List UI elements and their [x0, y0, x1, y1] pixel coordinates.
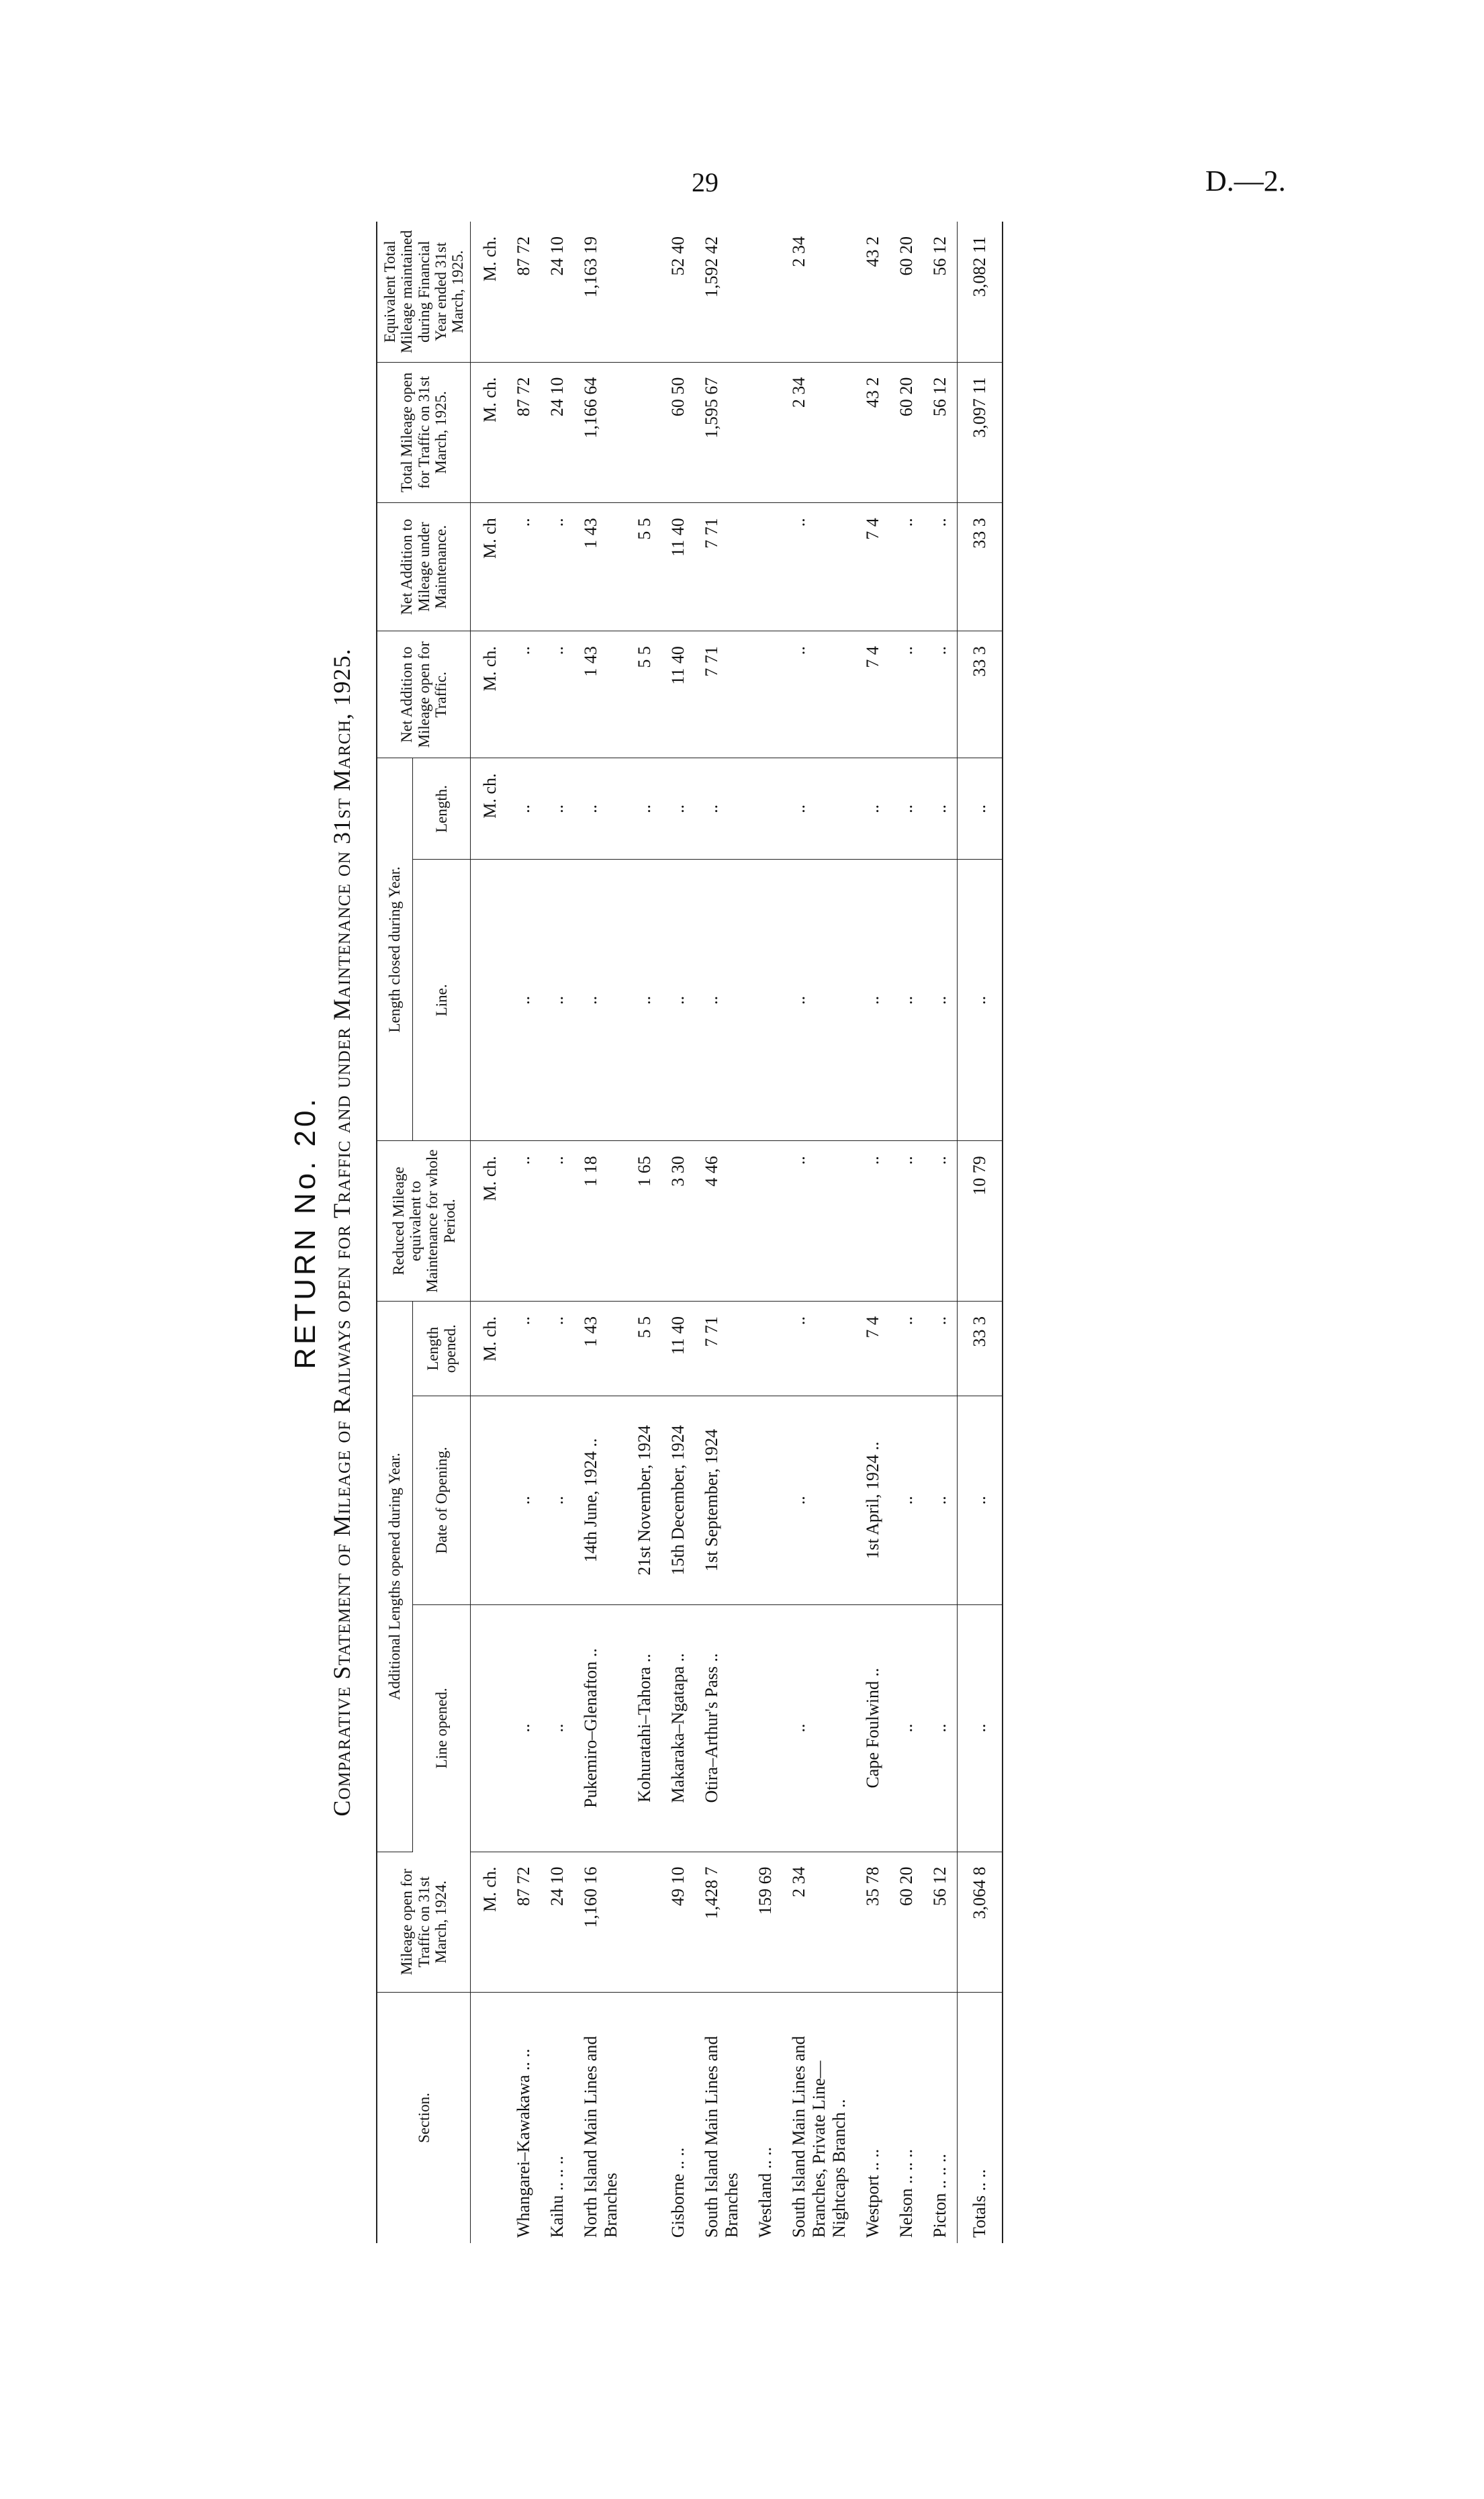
table-body — [507, 222, 958, 2243]
row-section: North Island Main Lines and Branches — [581, 2036, 621, 2238]
document-reference: D.—2. — [1205, 165, 1286, 197]
row-mileage-1924: 60 20 — [890, 1852, 923, 1993]
row-closed-length: .. — [574, 758, 628, 860]
row-reduced-mileage: 4 46 — [695, 1141, 749, 1302]
row-line-opened: Cape Foulwind .. — [856, 1604, 890, 1852]
totals-reduced: 10 79 — [958, 1141, 1003, 1302]
row-section: Gisborne .. .. — [668, 2147, 688, 2238]
row-equivalent — [749, 222, 782, 362]
row-net-maintenance: .. — [507, 503, 541, 631]
row-total-1925: 56 12 — [923, 362, 958, 503]
row-section — [628, 1993, 661, 2243]
row-net-maintenance: 11 40 — [661, 503, 695, 631]
row-net-maintenance: .. — [923, 503, 958, 631]
row-closed-line — [749, 860, 782, 1141]
row-net-maintenance: .. — [890, 503, 923, 631]
row-total-1925: 24 10 — [541, 362, 574, 503]
row-net-traffic: .. — [507, 631, 541, 758]
row-section: Westland .. .. — [755, 2146, 776, 2238]
header-closed-length: Length. — [412, 758, 471, 860]
unit-cell — [471, 1993, 508, 2243]
row-section: Kaihu .. .. .. — [547, 2155, 567, 2238]
unit-cell: M. ch. — [471, 1302, 508, 1396]
row-closed-length — [749, 758, 782, 860]
row-line-opened: Pukemiro–Glenafton .. — [574, 1604, 628, 1852]
row-mileage-1924: 56 12 — [923, 1852, 958, 1993]
totals-date: .. — [958, 1396, 1003, 1604]
row-length-opened: .. — [890, 1302, 923, 1396]
row-total-1925 — [749, 362, 782, 503]
header-equivalent-mileage: Equivalent Total Mileage maintained during Financial Year ended 31st March, 1925. — [377, 222, 471, 362]
totals-label: Totals .. .. — [958, 1993, 1003, 2243]
totals-closed-length: .. — [958, 758, 1003, 860]
row-mileage-1924 — [628, 1852, 661, 1993]
row-section: South Island Main Lines and Branches — [702, 2036, 742, 2238]
row-net-traffic: .. — [890, 631, 923, 758]
row-line-opened: Otira–Arthur's Pass .. — [695, 1604, 749, 1852]
row-mileage-1924: 1,160 16 — [574, 1852, 628, 1993]
totals-equivalent: 3,082 11 — [958, 222, 1003, 362]
mileage-table — [376, 222, 1003, 2243]
row-equivalent: 1,592 42 — [695, 222, 749, 362]
row-line-opened — [749, 1604, 782, 1852]
totals-net-maintenance: 33 3 — [958, 503, 1003, 631]
row-total-1925: 43 2 — [856, 362, 890, 503]
row-net-maintenance: 7 71 — [695, 503, 749, 631]
row-reduced-mileage: .. — [507, 1141, 541, 1302]
unit-cell — [471, 1396, 508, 1604]
row-section: Nelson .. .. .. — [896, 2148, 917, 2238]
row-date-of-opening: .. — [923, 1396, 958, 1604]
row-closed-length: .. — [661, 758, 695, 860]
row-reduced-mileage: .. — [782, 1141, 856, 1302]
row-length-opened: 7 71 — [695, 1302, 749, 1396]
row-line-opened: Kohuratahi–Tahora .. — [628, 1604, 661, 1852]
table-row — [890, 222, 923, 2243]
row-equivalent — [628, 222, 661, 362]
row-length-opened: 7 4 — [856, 1302, 890, 1396]
row-total-1925: 60 20 — [890, 362, 923, 503]
table-row — [923, 222, 958, 2243]
header-total-mileage-1925: Total Mileage open for Traffic on 31st March, 1925. — [377, 362, 471, 503]
totals-net-traffic: 33 3 — [958, 631, 1003, 758]
row-net-traffic — [749, 631, 782, 758]
table-row — [749, 222, 782, 2243]
row-closed-length: .. — [541, 758, 574, 860]
row-mileage-1924: 49 10 — [661, 1852, 695, 1993]
header-additional-lengths: Additional Lengths opened during Year. — [377, 1302, 412, 1852]
row-net-maintenance: 7 4 — [856, 503, 890, 631]
unit-cell: M. ch. — [471, 631, 508, 758]
row-length-opened: .. — [507, 1302, 541, 1396]
row-date-of-opening — [749, 1396, 782, 1604]
row-net-maintenance: .. — [782, 503, 856, 631]
row-reduced-mileage — [749, 1141, 782, 1302]
row-date-of-opening: 15th December, 1924 — [661, 1396, 695, 1604]
return-title: RETURN No. 20. — [289, 1095, 322, 1369]
row-mileage-1924: 87 72 — [507, 1852, 541, 1993]
row-closed-line: .. — [661, 860, 695, 1141]
row-equivalent: 1,163 19 — [574, 222, 628, 362]
row-date-of-opening: .. — [890, 1396, 923, 1604]
table-row — [782, 222, 856, 2243]
row-length-opened: .. — [923, 1302, 958, 1396]
totals-length-opened: 33 3 — [958, 1302, 1003, 1396]
row-equivalent: 56 12 — [923, 222, 958, 362]
table-row — [695, 222, 749, 2243]
row-date-of-opening: 21st November, 1924 — [628, 1396, 661, 1604]
row-net-traffic: .. — [923, 631, 958, 758]
units-row — [471, 222, 508, 2243]
row-net-traffic: 7 71 — [695, 631, 749, 758]
row-total-1925: 2 34 — [782, 362, 856, 503]
row-total-1925: 60 50 — [661, 362, 695, 503]
row-equivalent: 87 72 — [507, 222, 541, 362]
table-heading — [289, 222, 356, 2243]
row-total-1925: 87 72 — [507, 362, 541, 503]
row-closed-length: .. — [856, 758, 890, 860]
row-equivalent: 52 40 — [661, 222, 695, 362]
row-closed-length: .. — [695, 758, 749, 860]
row-mileage-1924: 35 78 — [856, 1852, 890, 1993]
row-length-opened: .. — [541, 1302, 574, 1396]
row-date-of-opening: 1st September, 1924 — [695, 1396, 749, 1604]
header-closed-line: Line. — [412, 860, 471, 1141]
row-length-opened: .. — [782, 1302, 856, 1396]
header-reduced-mileage: Reduced Mileage equivalent to Maintenance for whole Period. — [377, 1141, 471, 1302]
row-total-1925: 1,166 64 — [574, 362, 628, 503]
table-row — [541, 222, 574, 2243]
row-equivalent: 43 2 — [856, 222, 890, 362]
unit-cell: M. ch. — [471, 758, 508, 860]
header-net-addition-maintenance: Net Addition to Mileage under Maintenance. — [377, 503, 471, 631]
row-closed-line: .. — [923, 860, 958, 1141]
row-net-traffic: .. — [782, 631, 856, 758]
row-closed-line: .. — [890, 860, 923, 1141]
totals-line-opened: .. — [958, 1604, 1003, 1852]
row-closed-line: .. — [782, 860, 856, 1141]
row-net-maintenance: 1 43 — [574, 503, 628, 631]
row-reduced-mileage: 1 65 — [628, 1141, 661, 1302]
header-length-closed: Length closed during Year. — [377, 758, 412, 1141]
row-total-1925: 1,595 67 — [695, 362, 749, 503]
totals-total-1925: 3,097 11 — [958, 362, 1003, 503]
row-closed-line: .. — [628, 860, 661, 1141]
row-net-traffic: 1 43 — [574, 631, 628, 758]
row-section: South Island Main Lines and Branches, Private Line—Nightcaps Branch .. — [789, 2036, 849, 2238]
totals-closed-line: .. — [958, 860, 1003, 1141]
unit-cell — [471, 860, 508, 1141]
row-closed-line: .. — [856, 860, 890, 1141]
row-mileage-1924: 2 34 — [782, 1852, 856, 1993]
table-row — [856, 222, 890, 2243]
row-reduced-mileage: .. — [890, 1141, 923, 1302]
row-closed-length: .. — [628, 758, 661, 860]
row-date-of-opening: .. — [541, 1396, 574, 1604]
header-mileage-1924: Mileage open for Traffic on 31st March, 1924. — [377, 1852, 471, 1993]
row-net-maintenance — [749, 503, 782, 631]
row-closed-length: .. — [923, 758, 958, 860]
row-line-opened: .. — [541, 1604, 574, 1852]
header-date-of-opening: Date of Opening. — [412, 1396, 471, 1604]
row-equivalent: 60 20 — [890, 222, 923, 362]
row-net-traffic: 7 4 — [856, 631, 890, 758]
row-closed-line: .. — [507, 860, 541, 1141]
row-closed-line: .. — [541, 860, 574, 1141]
header-length-opened: Length opened. — [412, 1302, 471, 1396]
row-closed-line: .. — [695, 860, 749, 1141]
row-mileage-1924: 159 69 — [749, 1852, 782, 1993]
table-row — [661, 222, 695, 2243]
unit-cell: M. ch. — [471, 222, 508, 362]
row-date-of-opening: .. — [507, 1396, 541, 1604]
row-reduced-mileage: 1 18 — [574, 1141, 628, 1302]
row-length-opened: 1 43 — [574, 1302, 628, 1396]
table-row — [574, 222, 628, 2243]
unit-cell: M. ch. — [471, 362, 508, 503]
row-mileage-1924: 24 10 — [541, 1852, 574, 1993]
row-line-opened: .. — [890, 1604, 923, 1852]
row-section: Westport .. .. — [863, 2148, 883, 2238]
header-net-addition-traffic: Net Addition to Mileage open for Traffic. — [377, 631, 471, 758]
unit-cell — [471, 1604, 508, 1852]
row-mileage-1924: 1,428 7 — [695, 1852, 749, 1993]
table-row — [507, 222, 541, 2243]
row-section: Picton .. .. .. — [930, 2154, 950, 2238]
row-net-traffic: 5 5 — [628, 631, 661, 758]
unit-cell: M. ch. — [471, 1141, 508, 1302]
unit-cell: M. ch — [471, 503, 508, 631]
header-line-opened: Line opened. — [412, 1604, 471, 1852]
row-reduced-mileage: .. — [923, 1141, 958, 1302]
row-length-opened: 5 5 — [628, 1302, 661, 1396]
rotated-table-block — [282, 222, 1242, 2243]
row-section: Whangarei–Kawakawa .. .. — [514, 2048, 534, 2238]
row-closed-length: .. — [507, 758, 541, 860]
row-line-opened: .. — [507, 1604, 541, 1852]
totals-row — [958, 222, 1003, 2243]
row-closed-line: .. — [574, 860, 628, 1141]
row-closed-length: .. — [890, 758, 923, 860]
row-date-of-opening: .. — [782, 1396, 856, 1604]
table-row — [628, 222, 661, 2243]
row-line-opened: .. — [923, 1604, 958, 1852]
row-date-of-opening: 14th June, 1924 .. — [574, 1396, 628, 1604]
row-net-traffic: .. — [541, 631, 574, 758]
row-closed-length: .. — [782, 758, 856, 860]
unit-cell: M. ch. — [471, 1852, 508, 1993]
row-equivalent: 24 10 — [541, 222, 574, 362]
row-total-1925 — [628, 362, 661, 503]
row-equivalent: 2 34 — [782, 222, 856, 362]
return-subtitle: Comparative Statement of Mileage of Railways open for Traffic and under Maintenance on 31st March, 1925. — [328, 648, 355, 1817]
row-line-opened: Makaraka–Ngatapa .. — [661, 1604, 695, 1852]
totals-mileage-1924: 3,064 8 — [958, 1852, 1003, 1993]
row-reduced-mileage: 3 30 — [661, 1141, 695, 1302]
page-number: 29 — [692, 167, 718, 197]
row-length-opened — [749, 1302, 782, 1396]
row-date-of-opening: 1st April, 1924 .. — [856, 1396, 890, 1604]
row-reduced-mileage: .. — [856, 1141, 890, 1302]
row-length-opened: 11 40 — [661, 1302, 695, 1396]
row-net-traffic: 11 40 — [661, 631, 695, 758]
row-line-opened: .. — [782, 1604, 856, 1852]
row-net-maintenance: .. — [541, 503, 574, 631]
row-net-maintenance: 5 5 — [628, 503, 661, 631]
header-section: Section. — [377, 1993, 471, 2243]
row-reduced-mileage: .. — [541, 1141, 574, 1302]
